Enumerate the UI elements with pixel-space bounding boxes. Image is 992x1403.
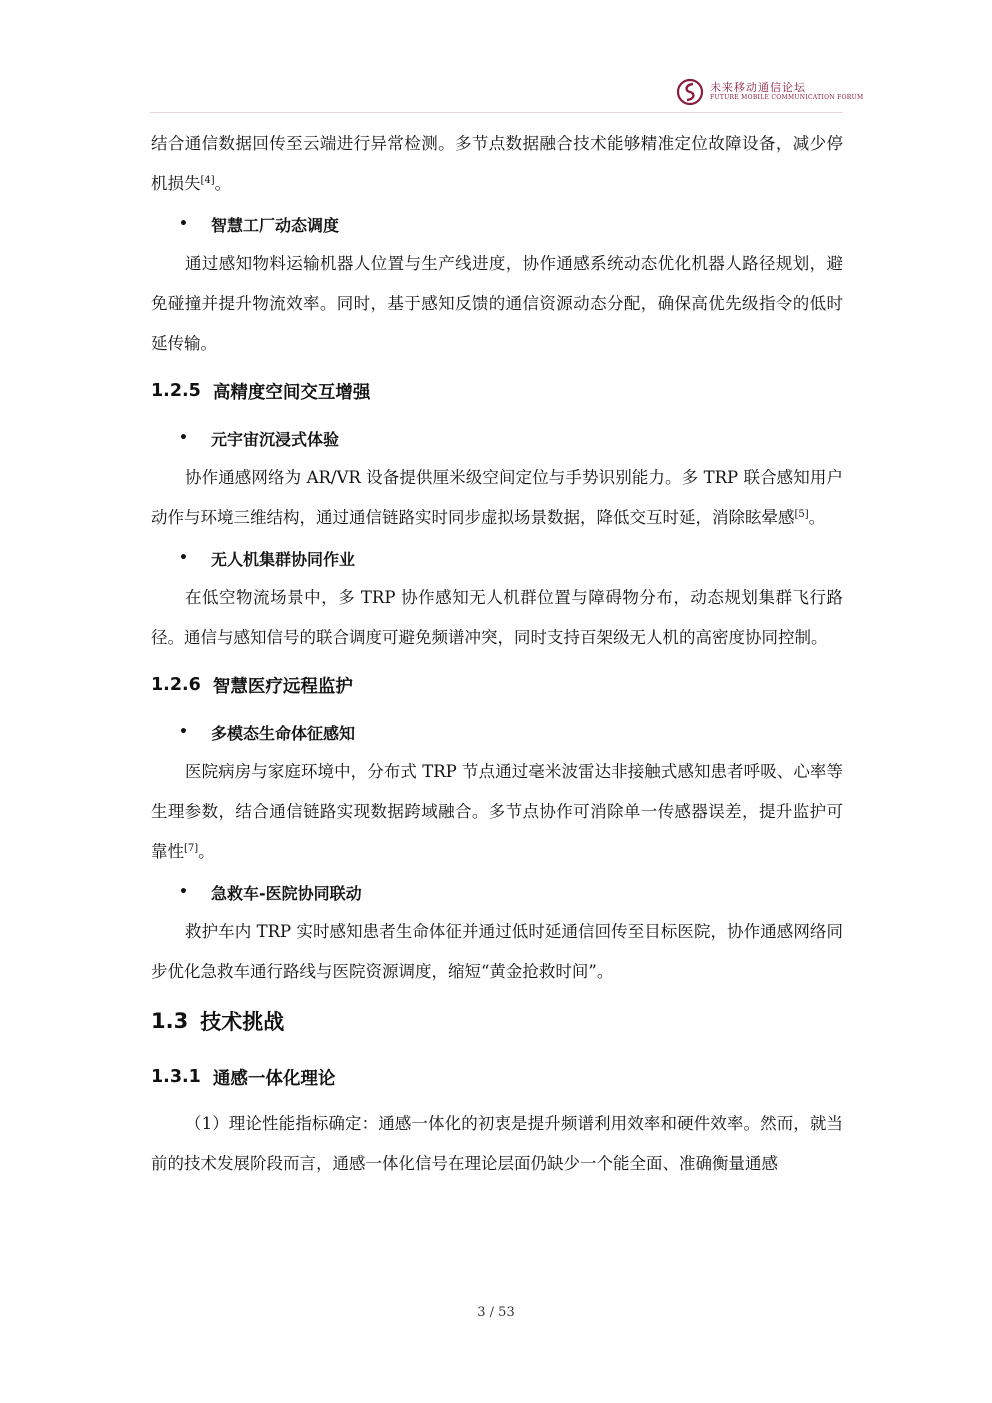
bullet-icon: • (179, 216, 188, 232)
header-divider (150, 112, 843, 113)
logo-chinese-name: 未来移动通信论坛 (710, 81, 806, 94)
paragraph: 通过感知物料运输机器人位置与生产线进度，协作通感系统动态优化机器人路径规划，避免碰撞并提升物流效率。同时，基于感知反馈的通信资源动态分配，确保高优先级指令的低时延传输。 (151, 254, 843, 353)
section-heading-1-2-6: 1.2.6 智慧医疗远程监护 (151, 675, 353, 697)
document-body (151, 124, 843, 1184)
bullet-heading: • 急救车-医院协同联动 (151, 872, 843, 912)
citation: [4] (200, 175, 215, 186)
forum-logo-icon (676, 78, 704, 106)
paragraph: 结合通信数据回传至云端进行异常检测。多节点数据融合技术能够精准定位故障设备，减少停机损失[4]。 (151, 134, 843, 193)
citation: [7] (184, 843, 199, 854)
bullet-icon: • (179, 550, 188, 566)
paragraph: 在低空物流场景中，多 TRP 协作感知无人机群位置与障碍物分布，动态规划集群飞行路径。通信与感知信号的联合调度可避免频谱冲突，同时支持百架级无人机的高密度协同控制。 (151, 588, 843, 647)
paragraph: 协作通感网络为 AR/VR 设备提供厘米级空间定位与手势识别能力。多 TRP 联合感知用户动作与环境三维结构，通过通信链路实时同步虚拟场景数据，降低交互时延，消除眩晕感[5]。 (151, 468, 843, 527)
paragraph: 医院病房与家庭环境中，分布式 TRP 节点通过毫米波雷达非接触式感知患者呼吸、心率等生理参数，结合通信链路实现数据跨域融合。多节点协作可消除单一传感器误差，提升监护可靠性[7]。 (151, 762, 843, 861)
page-number: 3 / 53 (477, 1305, 515, 1320)
section-heading-1-2-5: 1.2.5 高精度空间交互增强 (151, 381, 371, 403)
logo-text (710, 82, 863, 102)
paragraph: 救护车内 TRP 实时感知患者生命体征并通过低时延通信回传至目标医院，协作通感网络同步优化急救车通行路线与医院资源调度，缩短“黄金抢救时间”。 (151, 922, 843, 981)
section-heading-1-3: 1.3 技术挑战 (151, 1009, 285, 1034)
paragraph: （1）理论性能指标确定：通感一体化的初衷是提升频谱利用效率和硬件效率。然而，就当前的技术发展阶段而言，通感一体化信号在理论层面仍缺少一个能全面、准确衡量通感 (151, 1114, 843, 1173)
logo-english-name: FUTURE MOBILE COMMUNICATION FORUM (710, 94, 864, 101)
bullet-heading: • 无人机集群协同作业 (151, 538, 843, 578)
bullet-heading: • 智慧工厂动态调度 (151, 204, 843, 244)
bullet-icon: • (179, 724, 188, 740)
citation: [5] (794, 509, 809, 520)
section-heading-1-3-1: 1.3.1 通感一体化理论 (151, 1067, 336, 1089)
forum-logo (676, 78, 863, 106)
bullet-heading: • 元宇宙沉浸式体验 (151, 418, 843, 458)
bullet-heading: • 多模态生命体征感知 (151, 712, 843, 752)
bullet-icon: • (179, 884, 188, 900)
bullet-icon: • (179, 430, 188, 446)
